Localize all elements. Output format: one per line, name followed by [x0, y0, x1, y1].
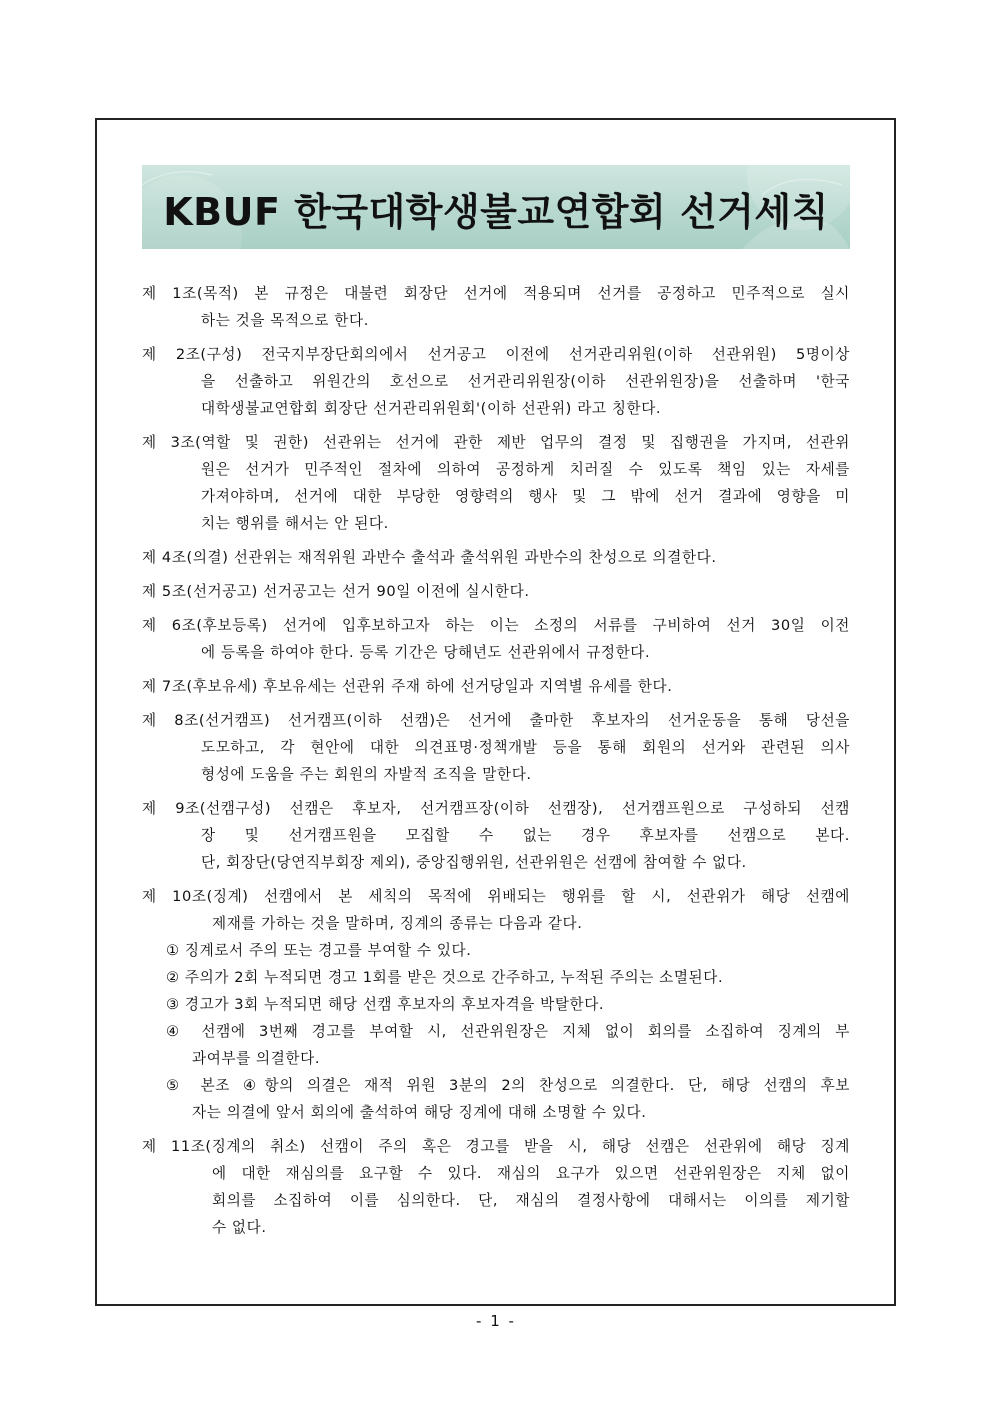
text-line: ⑤ 본조 ④항의 의결은 재적 위원 3분의 2의 찬성으로 의결한다. 단, 해당 선캠의 후보 [166, 1077, 850, 1094]
article-3 [142, 429, 850, 537]
article-4 [142, 544, 850, 571]
text-line: 제 4조(의결) 선관위는 재적위원 과반수 출석과 출석위원 과반수의 찬성으로 의결한다. [142, 549, 717, 566]
text-line: 가져야하며, 선거에 대한 부당한 영향력의 행사 및 그 밖에 선거 결과에 영향을 미 [201, 488, 850, 505]
article-7 [142, 673, 850, 700]
text-line: 장 및 선거캠프원을 모집할 수 없는 경우 후보자를 선캠으로 본다. [201, 827, 850, 844]
page-title: KBUF 한국대학생불교연합회 선거세칙 [163, 190, 829, 234]
article-8 [142, 707, 850, 788]
text-line: 제 8조(선거캠프) 선거캠프(이하 선캠)은 선거에 출마한 후보자의 선거운동을 통해 당선을 [142, 712, 850, 729]
article-10-item [142, 937, 850, 964]
text-line: ② 주의가 2회 누적되면 경고 1회를 받은 것으로 간주하고, 누적된 주의는 소멸된다. [166, 969, 724, 986]
text-line: 대학생불교연합회 회장단 선거관리위원회'(이하 선관위) 라고 칭한다. [201, 400, 662, 417]
text-line: 수 없다. [212, 1219, 267, 1236]
article-10-item [142, 1018, 850, 1072]
text-line: 을 선출하고 위원간의 호선으로 선거관리위원장(이하 선관위원장)을 선출하며 '한국 [201, 373, 850, 390]
text-line: 과여부를 의결한다. [192, 1050, 321, 1067]
text-line: 제재를 가하는 것을 말하며, 징계의 종류는 다음과 같다. [212, 915, 583, 932]
text-line: 제 3조(역할 및 권한) 선관위는 선거에 관한 제반 업무의 결정 및 집행권을 가지며, 선관위 [142, 434, 850, 451]
text-line: 원은 선거가 민주적인 절차에 의하여 공정하게 치러질 수 있도록 책임 있는 자세를 [201, 461, 850, 478]
text-line: 회의를 소집하여 이를 심의한다. 단, 재심의 결정사항에 대해서는 이의를 제기할 [212, 1192, 850, 1209]
article-10 [142, 883, 850, 1126]
title-banner [142, 165, 850, 249]
text-line: 에 등록을 하여야 한다. 등록 기간은 당해년도 선관위에서 규정한다. [201, 644, 651, 661]
article-9 [142, 795, 850, 876]
text-line: 제 9조(선캠구성) 선캠은 후보자, 선거캠프장(이하 선캠장), 선거캠프원으로 구성하되 선캠 [142, 800, 850, 817]
text-line: 제 6조(후보등록) 선거에 입후보하고자 하는 이는 소정의 서류를 구비하여 선거 30일 이전 [142, 617, 850, 634]
text-line: 자는 의결에 앞서 회의에 출석하여 해당 징계에 대해 소명할 수 있다. [192, 1104, 647, 1121]
text-line: 제 1조(목적) 본 규정은 대불련 회장단 선거에 적용되며 선거를 공정하고 민주적으로 실시 [142, 285, 850, 302]
text-line: ③ 경고가 3회 누적되면 해당 선캠 후보자의 후보자격을 박탈한다. [166, 996, 605, 1013]
text-line: ① 징계로서 주의 또는 경고를 부여할 수 있다. [166, 942, 472, 959]
regulation-body [142, 280, 850, 1248]
article-10-item [142, 1072, 850, 1126]
article-1 [142, 280, 850, 334]
text-line: 제 5조(선거공고) 선거공고는 선거 90일 이전에 실시한다. [142, 583, 530, 600]
article-6 [142, 612, 850, 666]
text-line: 에 대한 재심의를 요구할 수 있다. 재심의 요구가 있으면 선관위원장은 지체 없이 [212, 1165, 850, 1182]
article-5 [142, 578, 850, 605]
article-11 [142, 1133, 850, 1241]
text-line: 제 10조(징계) 선캠에서 본 세칙의 목적에 위배되는 행위를 할 시, 선관위가 해당 선캠에 [142, 888, 850, 905]
text-line: 단, 회장단(당연직부회장 제외), 중앙집행위원, 선관위원은 선캠에 참여할 수 없다. [201, 854, 747, 871]
article-2 [142, 341, 850, 422]
text-line: 제 11조(징계의 취소) 선캠이 주의 혹은 경고를 받을 시, 해당 선캠은 선관위에 해당 징계 [142, 1138, 850, 1155]
text-line: 도모하고, 각 현안에 대한 의견표명·정책개발 등을 통해 회원의 선거와 관련된 의사 [201, 739, 850, 756]
page-number: - 1 - [476, 1312, 516, 1330]
article-10-item [142, 964, 850, 991]
text-line: 치는 행위를 해서는 안 된다. [201, 515, 389, 532]
text-line: 제 7조(후보유세) 후보유세는 선관위 주재 하에 선거당일과 지역별 유세를 한다. [142, 678, 673, 695]
text-line: 제 2조(구성) 전국지부장단회의에서 선거공고 이전에 선거관리위원(이하 선관위원) 5명이상 [142, 346, 850, 363]
text-line: 하는 것을 목적으로 한다. [201, 312, 369, 329]
text-line: ④ 선캠에 3번째 경고를 부여할 시, 선관위원장은 지체 없이 회의를 소집하여 징계의 부 [166, 1023, 850, 1040]
text-line: 형성에 도움을 주는 회원의 자발적 조직을 말한다. [201, 766, 532, 783]
article-10-item [142, 991, 850, 1018]
